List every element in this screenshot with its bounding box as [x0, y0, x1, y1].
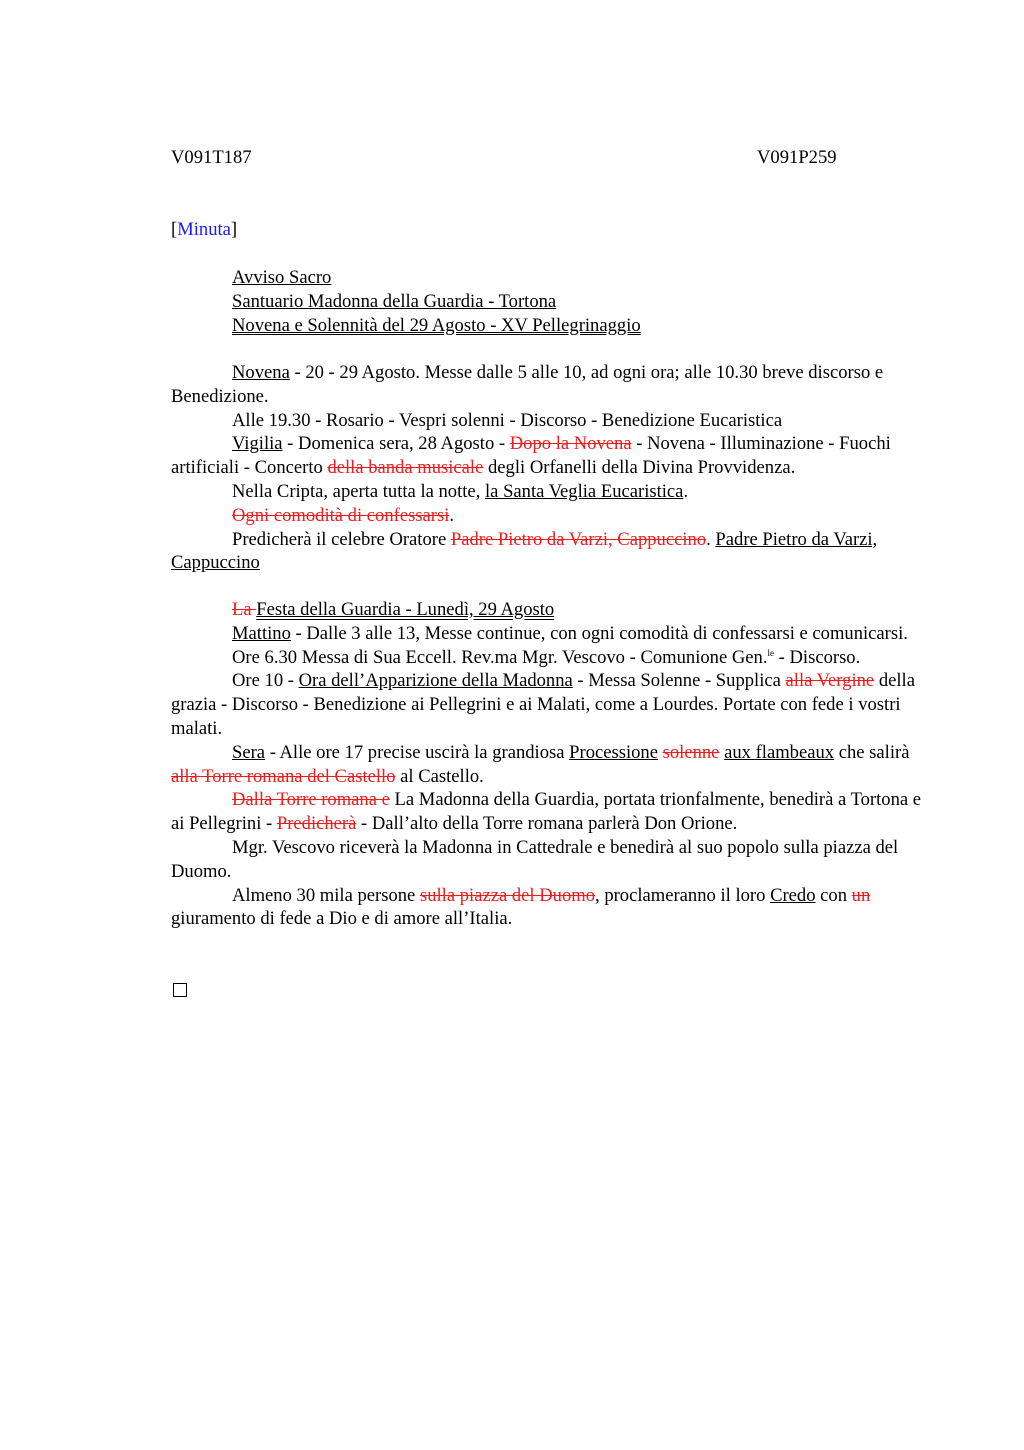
deleted-text: Dopo la Novena [509, 433, 632, 455]
comodita-paragraph: Ogni comodità di confessarsi. [232, 504, 455, 526]
mgr-vescovo-paragraph: Mgr. Vescovo riceverà la Madonna in Cattedrale e benedirà al suo popolo sulla piazza del Duomo. [171, 836, 899, 882]
cripta-paragraph: Nella Cripta, aperta tutta la notte, la Santa Veglia Eucaristica. [232, 480, 689, 502]
sera-paragraph: Sera - Alle ore 17 precise uscirà la grandiosa Processione solenne aux flambeaux che salirà alla Torre romana del Castello al Castello. [171, 741, 910, 787]
deleted-text: Padre Pietro da Varzi, Cappuccino [450, 528, 707, 550]
novena-section [171, 361, 931, 575]
deleted-text: solenne [662, 741, 720, 763]
ore10-paragraph: Ore 10 - Ora dell’Apparizione della Madonna - Messa Solenne - Supplica alla Vergine della grazia - Discorso - Benedizione ai Pellegrini e ai Malati, come a Lourdes. Portate con fede i vostri malati. [171, 670, 915, 739]
deleted-text: alla Vergine [785, 670, 875, 692]
deleted-text: La [232, 599, 257, 620]
end-square-icon [173, 983, 187, 997]
deleted-text: Dalla Torre romana e [232, 789, 390, 811]
predichera-paragraph: Predicherà il celebre Oratore Padre Pietro da Varzi, Cappuccino. Padre Pietro da Varzi, Cappuccino [171, 528, 878, 574]
vigilia-paragraph: Vigilia - Domenica sera, 28 Agosto - Dopo la Novena - Novena - Illuminazione - Fuochi artificiali - Concerto della banda musicale degli Orfanelli della Divina Provvidenza. [171, 433, 891, 479]
deleted-text: un [851, 884, 871, 906]
deleted-text: della banda musicale [327, 457, 484, 479]
minuta-word: Minuta [177, 219, 231, 240]
deleted-text: alla Torre romana del Castello [171, 765, 396, 787]
ore630-paragraph: Ore 6.30 Messa di Sua Eccell. Rev.ma Mgr. Vescovo - Comunione Gen.$^{le}$ - Discorso. [232, 646, 861, 668]
title-line-1: Avviso Sacro [232, 267, 332, 288]
deleted-text: Ogni comodità di confessarsi [232, 504, 450, 526]
festa-title: La Festa della Guardia - Lunedì, 29 Agosto [232, 599, 555, 620]
header-left-code: V091T187 [171, 147, 252, 168]
deleted-text: Predicherà [276, 813, 357, 835]
header-right-code: V091P259 [757, 147, 837, 168]
festa-section [171, 598, 931, 931]
title-line-3: Novena e Solennità del 29 Agosto - XV Pellegrinaggio [232, 314, 641, 336]
deleted-text: sulla piazza del Duomo [419, 884, 596, 906]
dalla-torre-paragraph: Dalla Torre romana e La Madonna della Guardia, portata trionfalmente, benedirà a Tortona e ai Pellegrini - Predicherà - Dall’alto della Torre romana parlerà Don Orione. [171, 789, 922, 835]
almeno-paragraph: Almeno 30 mila persone sulla piazza del Duomo, proclameranno il loro Credo con un giuramento di fede a Dio e di amore all’Italia. [171, 884, 871, 930]
vespri-paragraph: Alle 19.30 - Rosario - Vespri solenni - Discorso - Benedizione Eucaristica [232, 409, 783, 431]
minuta-label: [Minuta] [171, 219, 238, 240]
mattino-paragraph: Mattino - Dalle 3 alle 13, Messe continue, con ogni comodità di confessarsi e comunicarsi. [232, 622, 908, 644]
title-block [171, 266, 931, 337]
title-line-2: Santuario Madonna della Guardia - Tortona [232, 290, 557, 312]
novena-paragraph: Novena - 20 - 29 Agosto. Messe dalle 5 alle 10, ad ogni ora; alle 10.30 breve discorso e Benedizione. [171, 362, 884, 407]
